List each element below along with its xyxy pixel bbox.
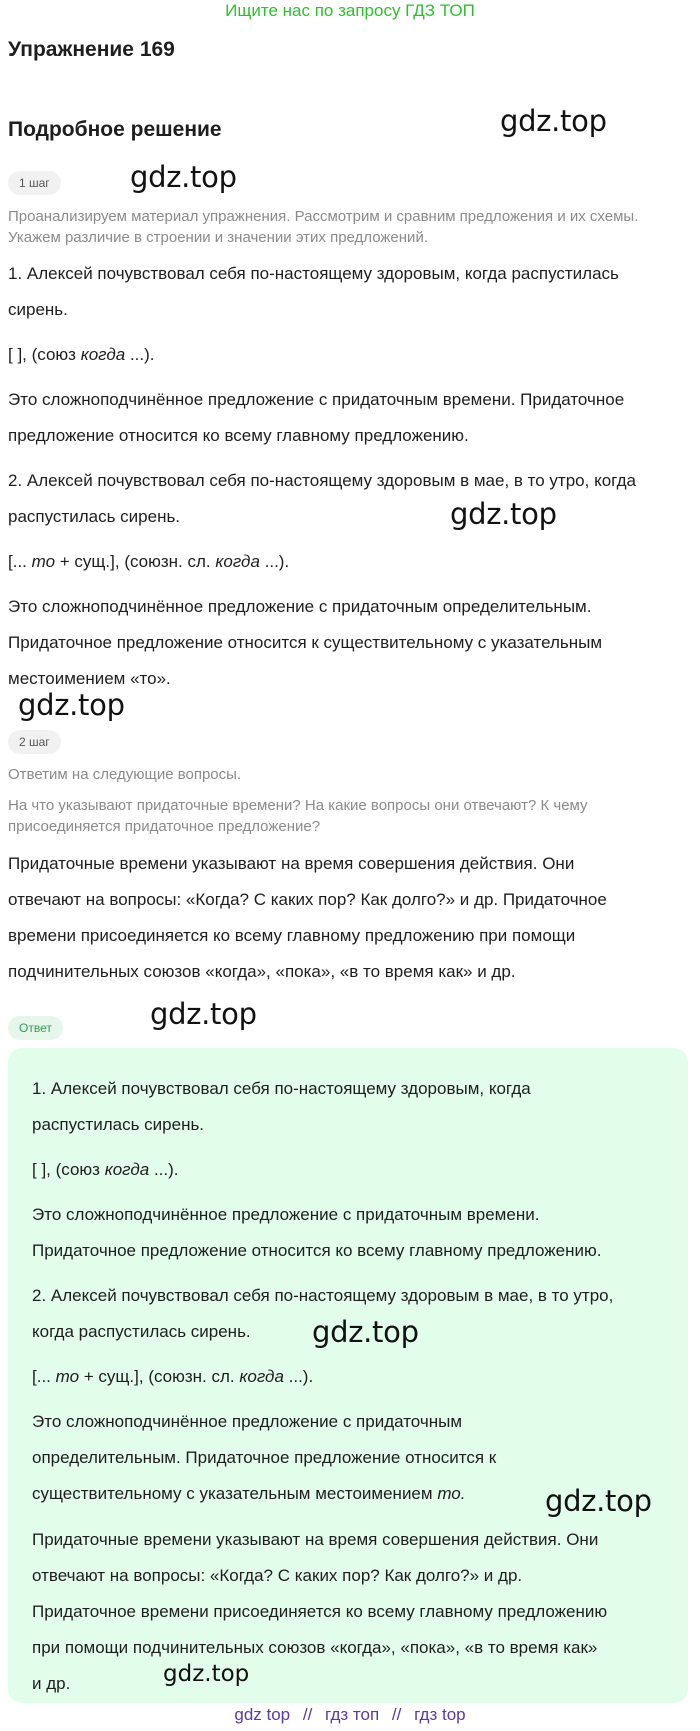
watermark: gdz.top <box>18 688 125 722</box>
answer-line: 1. Алексей почувствовал себя по-настоящему здоровым, когда <box>32 1079 531 1098</box>
scheme-text: [... <box>8 552 32 571</box>
answer-scheme <box>32 1152 672 1188</box>
answer-line: когда распустилась сирень. <box>32 1322 251 1341</box>
footer-link[interactable]: gdz top <box>234 1705 291 1724</box>
scheme-italic: когда <box>80 345 126 364</box>
step-intro: Ответим на следующие вопросы. <box>8 766 242 783</box>
answer-line: Придаточное предложение относится ко всему главному предложению. <box>32 1241 602 1260</box>
scheme-line <box>8 337 688 373</box>
scheme-text: ...). <box>149 1160 179 1179</box>
scheme-text: [ ], (союз <box>32 1160 105 1179</box>
scheme-text: [... <box>32 1367 56 1386</box>
watermark: gdz.top <box>163 1661 250 1687</box>
text-line: сирень. <box>8 300 68 319</box>
footer-separator: // <box>391 1705 402 1724</box>
answer-line: распустилась сирень. <box>32 1115 205 1134</box>
answer-line: Придаточное времени присоединяется ко всему главному предложению <box>32 1602 608 1621</box>
text-line: Это сложноподчинённое предложение с придаточным времени. Придаточное <box>8 390 625 409</box>
scheme-italic: когда <box>215 552 260 571</box>
text-line: Придаточное предложение относится к существительному с указательным <box>8 633 603 652</box>
answer-badge: Ответ <box>8 1016 63 1040</box>
step-badge: 2 шаг <box>8 730 61 754</box>
footer-separator: // <box>302 1705 313 1724</box>
watermark: gdz.top <box>450 497 557 531</box>
footer-links <box>0 1705 700 1725</box>
answer-text: существительному с указательным местоимением <box>32 1484 438 1503</box>
text-line: 2. Алексей почувствовал себя по-настоящему здоровым в мае, в то утро, когда <box>8 471 636 490</box>
footer-link[interactable]: гдз топ <box>325 1705 380 1724</box>
scheme-text: ...). <box>283 1367 314 1386</box>
answer-line: и др. <box>32 1674 71 1693</box>
answer-scheme <box>32 1359 672 1395</box>
footer-link[interactable]: гдз top <box>414 1705 466 1724</box>
scheme-italic: когда <box>239 1367 284 1386</box>
scheme-italic: то <box>31 552 56 571</box>
step-intro: Проанализируем материал упражнения. Рассмотрим и сравним предложения и их схемы. Укажем различие в строении и значении этих предложений. <box>8 208 639 246</box>
watermark: gdz.top <box>150 997 257 1031</box>
section-title: Подробное решение <box>8 118 222 141</box>
scheme-italic: то <box>55 1367 80 1386</box>
watermark: gdz.top <box>130 160 237 194</box>
text-line: отвечают на вопросы: «Когда? С каких пор? Как долго?» и др. Придаточное <box>8 890 607 909</box>
text-line: времени присоединяется ко всему главному предложению при помощи <box>8 926 576 945</box>
answer-line: Это сложноподчинённое предложение с придаточным времени. <box>32 1205 540 1224</box>
text-line: местоимением «то». <box>8 669 171 688</box>
text-line: распустилась сирень. <box>8 507 181 526</box>
text-line: подчинительных союзов «когда», «пока», «в то время как» и др. <box>8 962 516 981</box>
page-title: Упражнение 169 <box>8 38 175 61</box>
step-badge: 1 шаг <box>8 171 61 195</box>
scheme-text: ...). <box>259 552 290 571</box>
answer-line: 2. Алексей почувствовал себя по-настоящему здоровым в мае, в то утро, <box>32 1286 614 1305</box>
answer-italic: то. <box>437 1484 466 1503</box>
scheme-text: + сущ.], (союзн. сл. <box>79 1367 240 1386</box>
watermark: gdz.top <box>312 1315 419 1349</box>
scheme-line <box>8 544 688 580</box>
scheme-text: ...). <box>125 345 155 364</box>
step-question: На что указывают придаточные времени? На какие вопросы они отвечают? К чему присоединяется придаточное предложение? <box>8 797 588 835</box>
scheme-text: [ ], (союз <box>8 345 81 364</box>
answer-line: Придаточные времени указывают на время совершения действия. Они <box>32 1530 599 1549</box>
promo-banner[interactable]: Ищите нас по запросу ГДЗ ТОП <box>225 1 475 20</box>
answer-line: определительным. Придаточное предложение относится к <box>32 1448 497 1467</box>
text-line: предложение относится ко всему главному предложению. <box>8 426 469 445</box>
text-line: Это сложноподчинённое предложение с придаточным определительным. <box>8 597 592 616</box>
text-line: Придаточные времени указывают на время совершения действия. Они <box>8 854 575 873</box>
watermark: gdz.top <box>545 1484 652 1518</box>
scheme-italic: когда <box>104 1160 150 1179</box>
text-line: 1. Алексей почувствовал себя по-настоящему здоровым, когда распустилась <box>8 264 619 283</box>
watermark: gdz.top <box>500 104 607 138</box>
answer-line: Это сложноподчинённое предложение с придаточным <box>32 1412 463 1431</box>
scheme-text: + сущ.], (союзн. сл. <box>55 552 216 571</box>
answer-line: при помощи подчинительных союзов «когда», «пока», «в то время как» <box>32 1638 598 1657</box>
answer-line: отвечают на вопросы: «Когда? С каких пор? Как долго?» и др. <box>32 1566 523 1585</box>
